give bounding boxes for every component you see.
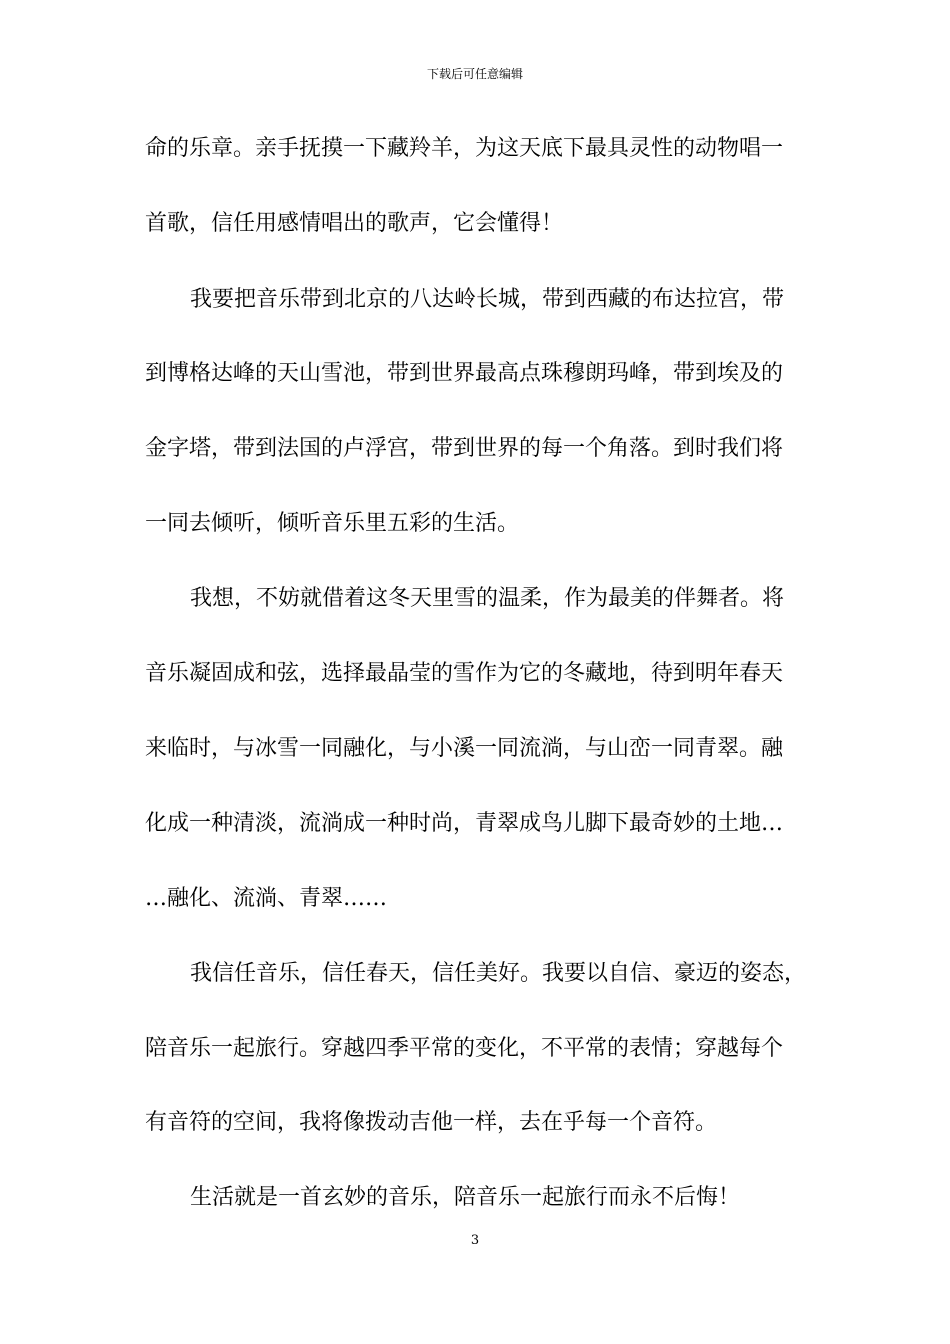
- paragraph-start-line: 我想，不妨就借着这冬天里雪的温柔，作为最美的伴舞者。将: [190, 586, 785, 611]
- paragraph-start-line: 我信任音乐，信任春天，信任美好。我要以自信、豪迈的姿态，: [190, 961, 807, 986]
- text-line: 陪音乐一起旅行。穿越四季平常的变化，不平常的表情；穿越每个: [145, 1036, 784, 1061]
- paragraph-start-line: 我要把音乐带到北京的八达岭长城，带到西藏的布达拉宫，带: [190, 287, 785, 312]
- text-line: 化成一种清淡，流淌成一种时尚，青翠成鸟儿脚下最奇妙的土地…: [145, 811, 784, 836]
- page-header: 下载后可任意编辑: [426, 67, 523, 81]
- text-line: 来临时，与冰雪一同融化，与小溪一同流淌，与山峦一同青翠。融: [145, 736, 784, 761]
- page-number: 3: [470, 1233, 480, 1248]
- text-line: …融化、流淌、青翠……: [145, 886, 388, 911]
- paragraph-start-line: 生活就是一首玄妙的音乐，陪音乐一起旅行而永不后悔！: [190, 1185, 741, 1210]
- text-line: 金字塔，带到法国的卢浮宫，带到世界的每一个角落。到时我们将: [145, 436, 784, 461]
- text-line: 命的乐章。亲手抚摸一下藏羚羊，为这天底下最具灵性的动物唱一: [145, 136, 784, 161]
- text-line: 首歌，信任用感情唱出的歌声，它会懂得！: [145, 211, 564, 236]
- text-line: 到博格达峰的天山雪池，带到世界最高点珠穆朗玛峰，带到埃及的: [145, 361, 784, 386]
- text-line: 一同去倾听，倾听音乐里五彩的生活。: [145, 511, 520, 536]
- text-line: 有音符的空间，我将像拨动吉他一样，去在乎每一个音符。: [145, 1110, 718, 1135]
- text-line: 音乐凝固成和弦，选择最晶莹的雪作为它的冬藏地，待到明年春天: [145, 661, 784, 686]
